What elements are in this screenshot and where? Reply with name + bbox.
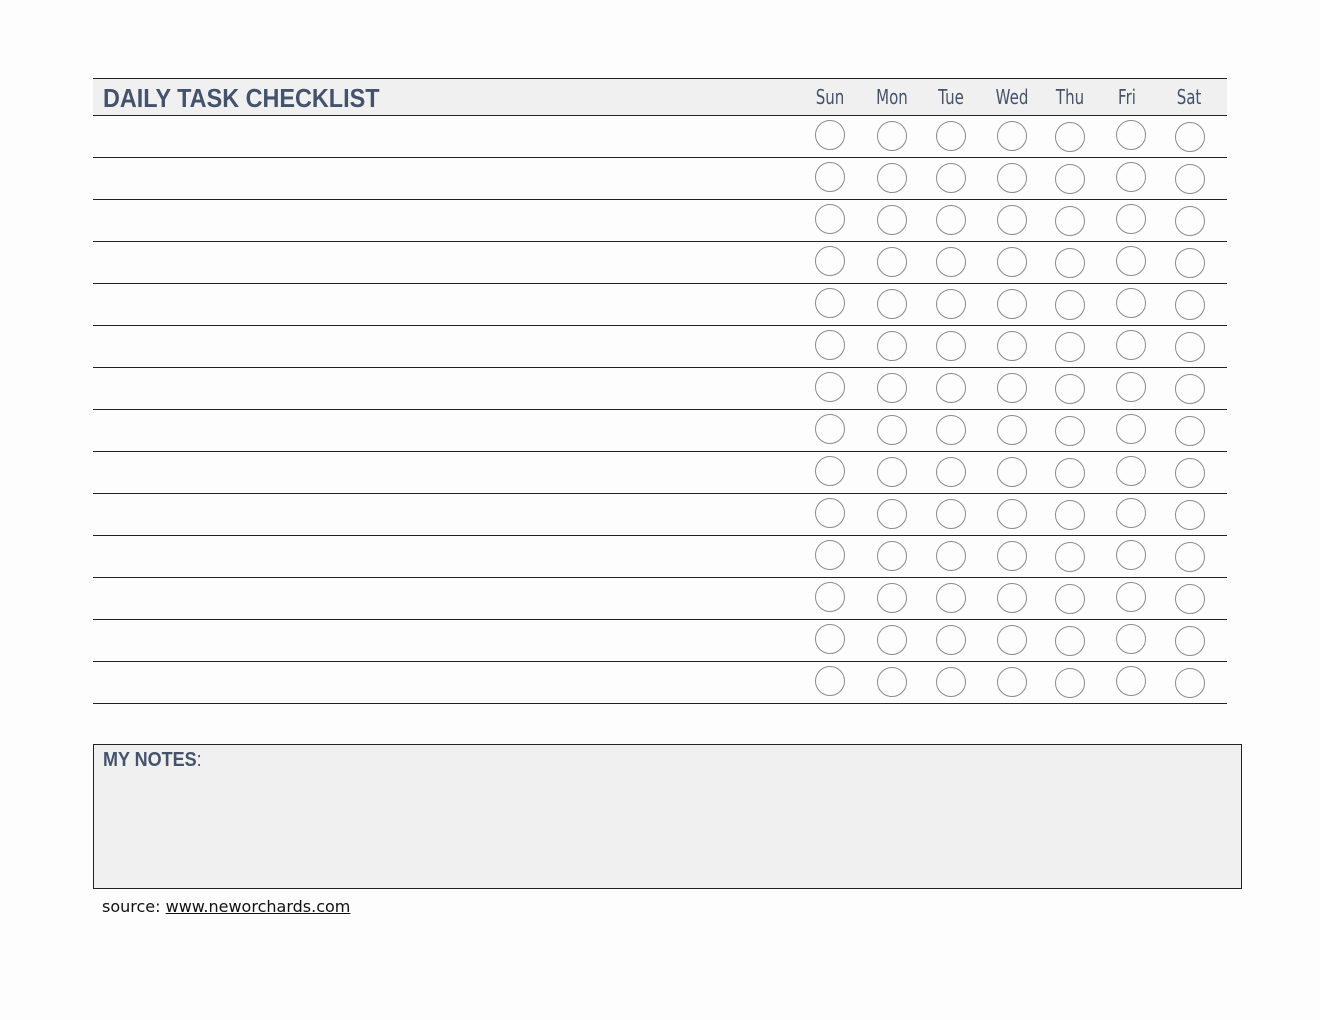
circle-checkbox-icon-wed[interactable] (997, 541, 1027, 571)
day-header-fri: Fri (1118, 85, 1136, 109)
circle-checkbox-icon-wed[interactable] (997, 205, 1027, 235)
task-row (93, 284, 1227, 326)
circle-checkbox-icon-thu[interactable] (1055, 416, 1085, 446)
circle-checkbox-icon-thu[interactable] (1055, 290, 1085, 320)
circle-checkbox-icon-tue[interactable] (936, 667, 966, 697)
task-label[interactable] (103, 588, 803, 610)
circle-checkbox-icon-sun[interactable] (815, 246, 845, 276)
task-row (93, 116, 1227, 158)
task-label[interactable] (103, 126, 803, 148)
circle-checkbox-icon-sun[interactable] (815, 372, 845, 402)
daily-task-checklist (93, 78, 1227, 704)
circle-checkbox-icon-sun[interactable] (815, 666, 845, 696)
circle-checkbox-icon-sun[interactable] (815, 624, 845, 654)
task-label[interactable] (103, 420, 803, 442)
task-row (93, 410, 1227, 452)
circle-checkbox-icon-thu[interactable] (1055, 584, 1085, 614)
circle-checkbox-icon-fri[interactable] (1116, 246, 1146, 276)
circle-checkbox-icon-thu[interactable] (1055, 668, 1085, 698)
circle-checkbox-icon-fri[interactable] (1116, 540, 1146, 570)
notes-label-text: MY NOTES (103, 749, 197, 771)
notes-label-colon: : (196, 749, 202, 771)
circle-checkbox-icon-thu[interactable] (1055, 374, 1085, 404)
circle-checkbox-icon-sat[interactable] (1175, 458, 1205, 488)
circle-checkbox-icon-wed[interactable] (997, 457, 1027, 487)
circle-checkbox-icon-tue[interactable] (936, 331, 966, 361)
task-row (93, 578, 1227, 620)
circle-checkbox-icon-sun[interactable] (815, 456, 845, 486)
day-header-wed: Wed (995, 85, 1029, 109)
task-label[interactable] (103, 210, 803, 232)
circle-checkbox-icon-thu[interactable] (1055, 626, 1085, 656)
circle-checkbox-icon-mon[interactable] (877, 625, 907, 655)
circle-checkbox-icon-thu[interactable] (1055, 248, 1085, 278)
circle-checkbox-icon-sun[interactable] (815, 204, 845, 234)
circle-checkbox-icon-sun[interactable] (815, 330, 845, 360)
circle-checkbox-icon-wed[interactable] (997, 373, 1027, 403)
circle-checkbox-icon-sun[interactable] (815, 582, 845, 612)
circle-checkbox-icon-sat[interactable] (1175, 500, 1205, 530)
circle-checkbox-icon-wed[interactable] (997, 583, 1027, 613)
circle-checkbox-icon-sun[interactable] (815, 288, 845, 318)
task-row (93, 494, 1227, 536)
circle-checkbox-icon-mon[interactable] (877, 121, 907, 151)
circle-checkbox-icon-sat[interactable] (1175, 626, 1205, 656)
circle-checkbox-icon-sun[interactable] (815, 540, 845, 570)
notes-box[interactable] (93, 744, 1242, 889)
circle-checkbox-icon-thu[interactable] (1055, 206, 1085, 236)
circle-checkbox-icon-sat[interactable] (1175, 290, 1205, 320)
task-row (93, 536, 1227, 578)
task-label[interactable] (103, 294, 803, 316)
circle-checkbox-icon-sat[interactable] (1175, 416, 1205, 446)
circle-checkbox-icon-sat[interactable] (1175, 122, 1205, 152)
notes-label (103, 749, 202, 772)
circle-checkbox-icon-thu[interactable] (1055, 500, 1085, 530)
circle-checkbox-icon-sat[interactable] (1175, 164, 1205, 194)
task-row (93, 242, 1227, 284)
circle-checkbox-icon-wed[interactable] (997, 331, 1027, 361)
circle-checkbox-icon-sun[interactable] (815, 414, 845, 444)
circle-checkbox-icon-sat[interactable] (1175, 542, 1205, 572)
circle-checkbox-icon-fri[interactable] (1116, 372, 1146, 402)
circle-checkbox-icon-sat[interactable] (1175, 248, 1205, 278)
circle-checkbox-icon-fri[interactable] (1116, 288, 1146, 318)
task-label[interactable] (103, 504, 803, 526)
circle-checkbox-icon-wed[interactable] (997, 667, 1027, 697)
circle-checkbox-icon-wed[interactable] (997, 247, 1027, 277)
circle-checkbox-icon-mon[interactable] (877, 541, 907, 571)
circle-checkbox-icon-mon[interactable] (877, 163, 907, 193)
circle-checkbox-icon-tue[interactable] (936, 289, 966, 319)
task-label[interactable] (103, 546, 803, 568)
circle-checkbox-icon-thu[interactable] (1055, 458, 1085, 488)
task-row (93, 368, 1227, 410)
circle-checkbox-icon-thu[interactable] (1055, 542, 1085, 572)
circle-checkbox-icon-fri[interactable] (1116, 456, 1146, 486)
circle-checkbox-icon-fri[interactable] (1116, 330, 1146, 360)
circle-checkbox-icon-tue[interactable] (936, 205, 966, 235)
circle-checkbox-icon-tue[interactable] (936, 583, 966, 613)
circle-checkbox-icon-tue[interactable] (936, 247, 966, 277)
circle-checkbox-icon-fri[interactable] (1116, 120, 1146, 150)
circle-checkbox-icon-tue[interactable] (936, 499, 966, 529)
source-credit (102, 897, 350, 916)
circle-checkbox-icon-thu[interactable] (1055, 122, 1085, 152)
task-row (93, 200, 1227, 242)
task-row (93, 158, 1227, 200)
circle-checkbox-icon-mon[interactable] (877, 415, 907, 445)
circle-checkbox-icon-wed[interactable] (997, 415, 1027, 445)
circle-checkbox-icon-sat[interactable] (1175, 668, 1205, 698)
task-label[interactable] (103, 462, 803, 484)
task-row (93, 452, 1227, 494)
circle-checkbox-icon-fri[interactable] (1116, 204, 1146, 234)
task-label[interactable] (103, 336, 803, 358)
circle-checkbox-icon-mon[interactable] (877, 247, 907, 277)
task-row (93, 620, 1227, 662)
circle-checkbox-icon-fri[interactable] (1116, 582, 1146, 612)
checklist-header (93, 78, 1227, 116)
circle-checkbox-icon-mon[interactable] (877, 667, 907, 697)
task-label[interactable] (103, 378, 803, 400)
circle-checkbox-icon-mon[interactable] (877, 205, 907, 235)
circle-checkbox-icon-fri[interactable] (1116, 498, 1146, 528)
circle-checkbox-icon-tue[interactable] (936, 457, 966, 487)
circle-checkbox-icon-wed[interactable] (997, 121, 1027, 151)
circle-checkbox-icon-fri[interactable] (1116, 624, 1146, 654)
circle-checkbox-icon-mon[interactable] (877, 499, 907, 529)
day-header-tue: Tue (938, 85, 964, 109)
circle-checkbox-icon-wed[interactable] (997, 625, 1027, 655)
circle-checkbox-icon-wed[interactable] (997, 163, 1027, 193)
circle-checkbox-icon-sun[interactable] (815, 162, 845, 192)
day-header-sun: Sun (815, 85, 845, 109)
circle-checkbox-icon-mon[interactable] (877, 373, 907, 403)
circle-checkbox-icon-tue[interactable] (936, 541, 966, 571)
task-label[interactable] (103, 630, 803, 652)
circle-checkbox-icon-tue[interactable] (936, 163, 966, 193)
circle-checkbox-icon-sat[interactable] (1175, 332, 1205, 362)
circle-checkbox-icon-tue[interactable] (936, 415, 966, 445)
page-title: DAILY TASK CHECKLIST (103, 83, 380, 113)
circle-checkbox-icon-tue[interactable] (936, 625, 966, 655)
circle-checkbox-icon-wed[interactable] (997, 289, 1027, 319)
circle-checkbox-icon-thu[interactable] (1055, 332, 1085, 362)
day-header-mon: Mon (876, 85, 908, 109)
circle-checkbox-icon-mon[interactable] (877, 289, 907, 319)
circle-checkbox-icon-fri[interactable] (1116, 666, 1146, 696)
source-prefix: source: (102, 897, 166, 916)
circle-checkbox-icon-mon[interactable] (877, 583, 907, 613)
circle-checkbox-icon-fri[interactable] (1116, 162, 1146, 192)
day-header-thu: Thu (1055, 85, 1085, 109)
task-label[interactable] (103, 168, 803, 190)
circle-checkbox-icon-sun[interactable] (815, 498, 845, 528)
source-link[interactable]: www.neworchards.com (165, 897, 351, 916)
circle-checkbox-icon-thu[interactable] (1055, 164, 1085, 194)
task-row (93, 662, 1227, 704)
circle-checkbox-icon-fri[interactable] (1116, 414, 1146, 444)
circle-checkbox-icon-mon[interactable] (877, 331, 907, 361)
circle-checkbox-icon-sat[interactable] (1175, 374, 1205, 404)
day-header-sat: Sat (1176, 85, 1202, 109)
task-row (93, 326, 1227, 368)
task-label[interactable] (103, 252, 803, 274)
circle-checkbox-icon-tue[interactable] (936, 121, 966, 151)
circle-checkbox-icon-sat[interactable] (1175, 584, 1205, 614)
circle-checkbox-icon-wed[interactable] (997, 499, 1027, 529)
circle-checkbox-icon-sun[interactable] (815, 120, 845, 150)
task-label[interactable] (103, 672, 803, 694)
circle-checkbox-icon-sat[interactable] (1175, 206, 1205, 236)
circle-checkbox-icon-tue[interactable] (936, 373, 966, 403)
circle-checkbox-icon-mon[interactable] (877, 457, 907, 487)
task-list (93, 116, 1227, 704)
